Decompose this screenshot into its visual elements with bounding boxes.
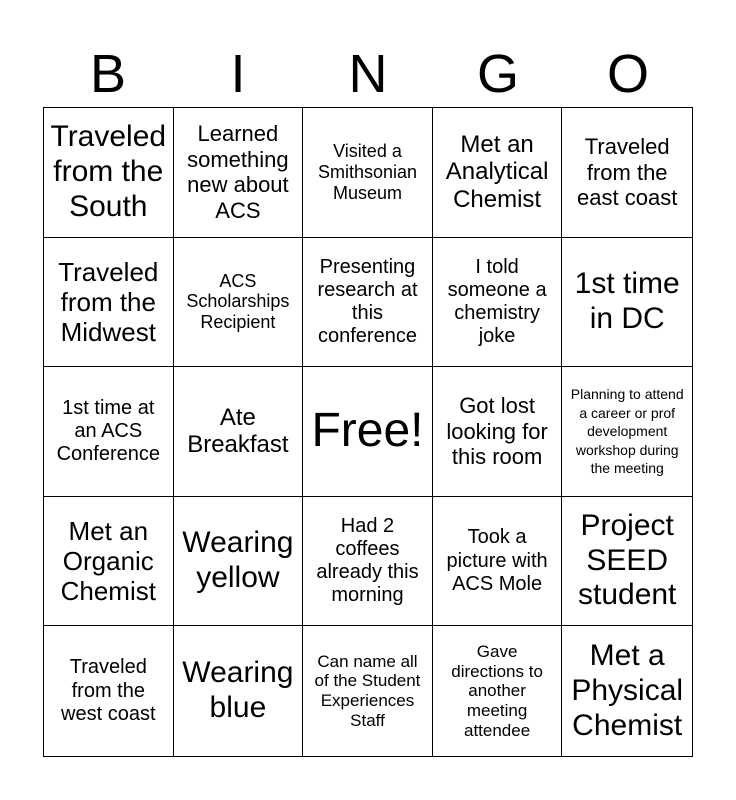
bingo-board: [43, 107, 693, 757]
bingo-cell-r3c4[interactable]: Got lost looking for this room: [433, 367, 563, 497]
header-letter-b: B: [89, 44, 127, 104]
bingo-cell-r2c4[interactable]: I told someone a chemistry joke: [433, 238, 563, 368]
bingo-cell-r1c2[interactable]: Learned something new about ACS: [174, 108, 304, 238]
bingo-cell-r3c1[interactable]: 1st time at an ACS Conference: [44, 367, 174, 497]
bingo-cell-free[interactable]: Free!: [303, 367, 433, 497]
bingo-cell-r2c2[interactable]: ACS Scholarships Recipient: [174, 238, 304, 368]
bingo-cell-r5c2[interactable]: Wearing blue: [174, 626, 304, 756]
bingo-cell-r5c5[interactable]: Met a Physical Chemist: [571, 639, 684, 742]
bingo-header: [43, 40, 693, 108]
bingo-cell-r3c5[interactable]: Planning to attend a career or prof development workshop during the meeting: [562, 367, 692, 497]
bingo-cell-r1c3[interactable]: Visited a Smithsonian Museum: [303, 108, 433, 238]
bingo-cell-r1c1[interactable]: Traveled from the South: [44, 108, 174, 238]
bingo-cell-r4c5[interactable]: Project SEED student: [562, 497, 692, 627]
bingo-cell-r4c4[interactable]: Took a picture with ACS Mole: [433, 497, 563, 627]
bingo-cell-r4c1[interactable]: Met an Organic Chemist: [44, 497, 174, 627]
bingo-cell-r2c1[interactable]: Traveled from the Midwest: [44, 238, 174, 368]
bingo-cell-r2c5[interactable]: 1st time in DC: [562, 238, 692, 368]
header-letter-i: I: [230, 44, 246, 104]
bingo-cell-r4c2[interactable]: Wearing yellow: [174, 497, 304, 627]
header-letter-n: N: [348, 44, 388, 104]
bingo-cell-r3c2[interactable]: Ate Breakfast: [174, 367, 304, 497]
bingo-cell-r5c3[interactable]: Can name all of the Student Experiences Staff: [303, 626, 433, 756]
header-letter-o: O: [606, 44, 649, 104]
bingo-cell-r1c5[interactable]: Traveled from the east coast: [562, 108, 692, 238]
bingo-cell-r5c1[interactable]: Traveled from the west coast: [44, 626, 174, 756]
bingo-cell-r4c3[interactable]: Had 2 coffees already this morning: [303, 497, 433, 627]
bingo-cell-r2c3[interactable]: Presenting research at this conference: [303, 238, 433, 368]
bingo-cell-r1c4[interactable]: Met an Analytical Chemist: [433, 108, 563, 238]
bingo-cell-r5c4[interactable]: Gave directions to another meeting attendee: [433, 626, 563, 756]
header-letter-g: G: [476, 44, 519, 104]
